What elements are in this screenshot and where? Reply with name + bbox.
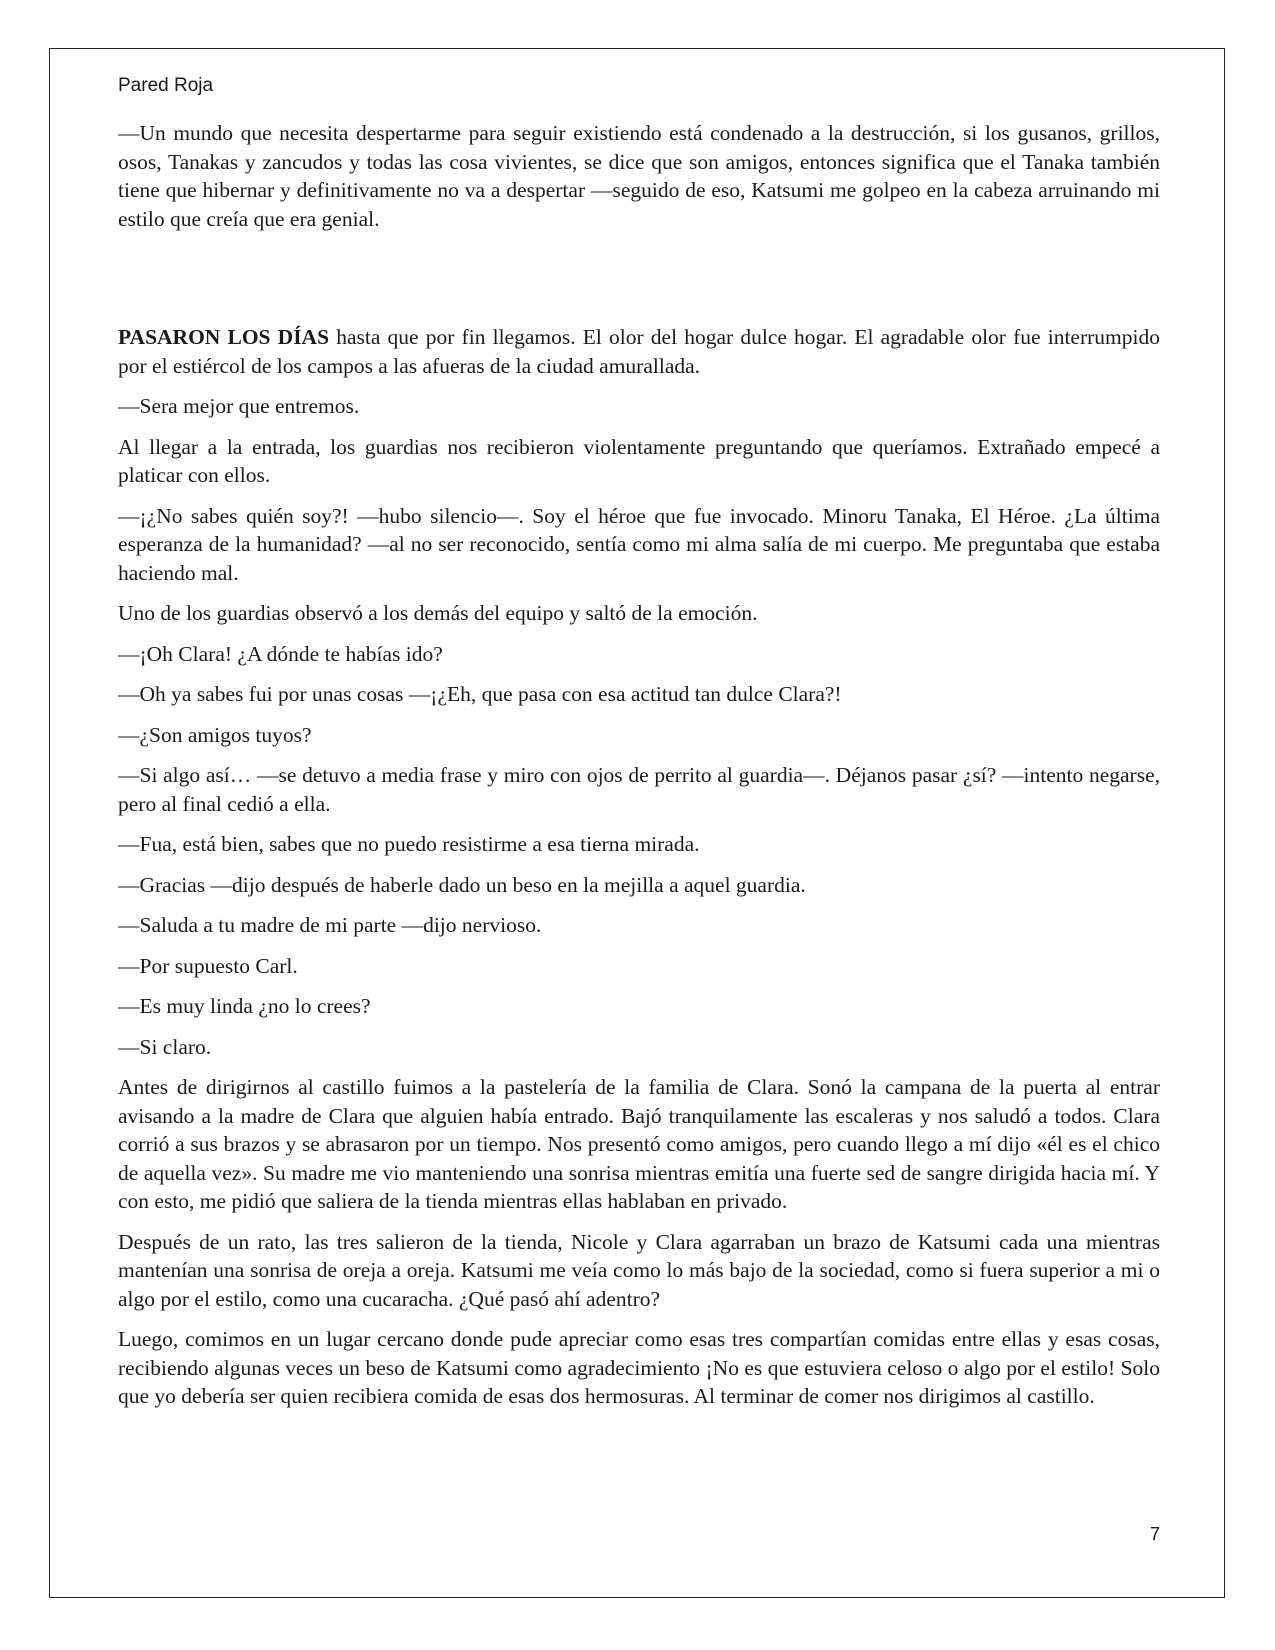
section-opening-paragraph (118, 323, 1160, 380)
paragraph: —¿Son amigos tuyos? (118, 722, 312, 747)
paragraph: Antes de dirigirnos al castillo fuimos a la pastelería de la familia de Clara. Sonó la campana de la puerta al entrar avisando a la madre de Clara que alguien había entrado. Bajó tranquilamente las escaleras y nos saludó a todos. Clara corrió a sus brazos y se abrasaron por un tiempo. Nos presentó como amigos, pero cuando llego a mí dijo «él es el chico de aquella vez». Su madre me vio manteniendo una sonrisa mientras emitía una fuerte sed de sangre dirigida hacia mí. Y con esto, me pidió que saliera de la tienda mientras ellas hablaban en privado. (118, 1075, 1160, 1213)
page-number: 7 (1149, 1524, 1160, 1544)
paragraph: —Un mundo que necesita despertarme para seguir existiendo está condenado a la destrucción, si los gusanos, grillos, osos, Tanakas y zancudos y todas las cosa vivientes, se dice que son amigos, entonces significa que el Tanaka también tiene que hibernar y definitivamente no va a despertar —seguido de eso, Katsumi me golpeo en la cabeza arruinando mi estilo que creía que era genial. (118, 121, 1160, 231)
paragraph: —¡Oh Clara! ¿A dónde te habías ido? (118, 641, 443, 666)
paragraph: —Sera mejor que entremos. (118, 394, 360, 418)
document-body (118, 119, 1160, 1423)
paragraph: Luego, comimos en un lugar cercano donde pude apreciar como esas tres compartían comidas entre ellas y esas cosas, recibiendo algunas veces un beso de Katsumi como agradecimiento ¡No es que estuviera celoso o algo por el estilo! Solo que yo debería ser quien recibiera comida de esas dos hermosuras. Al terminar de comer nos dirigimos al castillo. (118, 1327, 1160, 1408)
paragraph: —Si algo así… —se detuvo a media frase y miro con ojos de perrito al guardia—. Déjanos pasar ¿sí? —intento negarse, pero al final cedió a ella. (118, 763, 1160, 816)
paragraph: —Por supuesto Carl. (118, 953, 298, 978)
paragraph: —Es muy linda ¿no lo crees? (118, 994, 371, 1018)
paragraph: Al llegar a la entrada, los guardias nos recibieron violentamente preguntando que queríamos. Extrañado empecé a platicar con ellos. (118, 434, 1160, 487)
paragraph: —¡¿No sabes quién soy?! —hubo silencio—. Soy el héroe que fue invocado. Minoru Tanaka, El Héroe. ¿La última esperanza de la humanidad? —al no ser reconocido, sentía como mi alma salía de mi cuerpo. Me preguntaba que estaba haciendo mal. (118, 503, 1160, 585)
paragraph: —Oh ya sabes fui por unas cosas —¡¿Eh, que pasa con esa actitud tan dulce Clara?! (118, 682, 842, 706)
paragraph: —Gracias —dijo después de haberle dado un beso en la mejilla a aquel guardia. (118, 872, 806, 897)
section-break (118, 233, 1160, 323)
paragraph: Después de un rato, las tres salieron de la tienda, Nicole y Clara agarraban un brazo de Katsumi cada una mientras mantenían una sonrisa de oreja a oreja. Katsumi me veía como lo más bajo de la sociedad, como si fuera superior a mi o algo por el estilo, como una cucaracha. ¿Qué pasó ahí adentro? (118, 1229, 1160, 1311)
paragraph: —Saluda a tu madre de mi parte —dijo nervioso. (118, 913, 542, 937)
paragraph: —Fua, está bien, sabes que no puedo resistirme a esa tierna mirada. (118, 832, 700, 856)
paragraph: —Si claro. (118, 1034, 212, 1059)
running-header: Pared Roja (118, 75, 214, 96)
paragraph: Uno de los guardias observó a los demás del equipo y saltó de la emoción. (118, 601, 758, 625)
section-lead-bold: PASARON LOS DÍAS (118, 325, 330, 349)
section-lead-text: hasta que por fin llegamos. El olor del hogar dulce hogar. El agradable olor fue interrumpido por el estiércol de los campos a las afueras de la ciudad amurallada. (118, 325, 1160, 378)
